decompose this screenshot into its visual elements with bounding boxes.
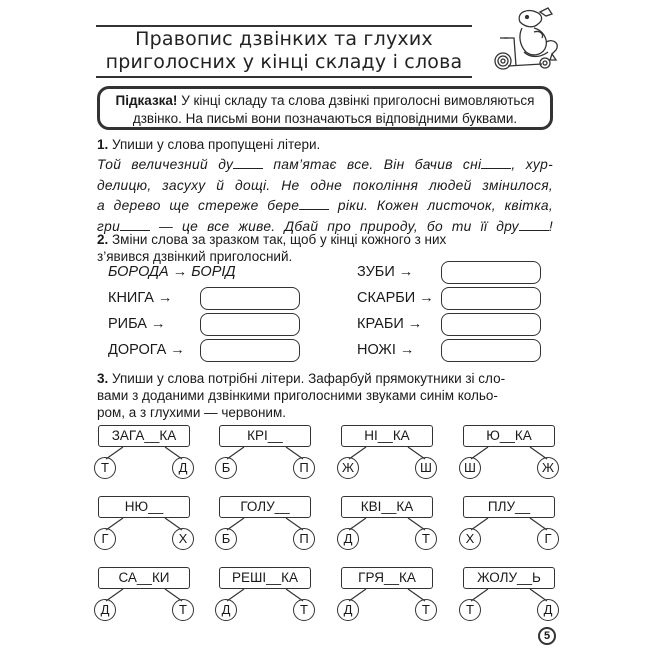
example-word: БОРОДА → БОРІД bbox=[108, 264, 236, 280]
answer-box[interactable] bbox=[200, 339, 300, 362]
story-line-3 bbox=[97, 196, 553, 217]
answer-box[interactable] bbox=[200, 287, 300, 310]
letter-option-right[interactable]: Т bbox=[172, 599, 194, 621]
letter-option-left[interactable]: Б bbox=[215, 457, 237, 479]
right-word-3: КРАБИ → bbox=[357, 316, 423, 332]
word-box[interactable]: РЕШІ__КА bbox=[219, 567, 311, 589]
story-text: — це все живе. Дбай про природу, бо ти її дру bbox=[150, 218, 519, 234]
word-box[interactable]: Ю__КА bbox=[463, 425, 555, 447]
letter-option-left[interactable]: Д bbox=[215, 599, 237, 621]
letter-option-right[interactable]: Т bbox=[415, 528, 437, 550]
hint-line2: дзвінко. На письмі вони позначаються відповідними буквами. bbox=[132, 111, 518, 126]
dragon-on-scooter-illustration bbox=[490, 2, 570, 72]
page-title-line2: приголосних у кінці складу і слова bbox=[105, 51, 463, 73]
left-word-1: КНИГА → bbox=[108, 290, 173, 306]
task1-instruction-text: Упиши у слова пропущені літери. bbox=[108, 137, 321, 152]
word-box[interactable]: НЮ__ bbox=[98, 496, 190, 518]
task2-instruction-text-1: Зміни слова за зразком так, щоб у кінці кожного з них bbox=[108, 232, 447, 247]
answer-box[interactable] bbox=[200, 313, 300, 336]
story-text: гри bbox=[97, 218, 121, 234]
right-word-1: ЗУБИ → bbox=[357, 264, 414, 280]
hint-box bbox=[97, 86, 553, 130]
left-word-3: ДОРОГА → bbox=[108, 342, 185, 358]
letter-option-right[interactable]: Д bbox=[537, 599, 559, 621]
blank-input[interactable] bbox=[519, 218, 549, 231]
word-box[interactable]: НІ__КА bbox=[341, 425, 433, 447]
letter-option-left[interactable]: Г bbox=[94, 528, 116, 550]
task2-instruction-line2: з’явився дзвінкий приголосний. bbox=[97, 249, 293, 264]
blank-input[interactable] bbox=[120, 218, 150, 231]
task3-instruction-line3: ром, а з глухими — червоним. bbox=[97, 405, 286, 420]
task1-story bbox=[97, 155, 553, 237]
word-box[interactable]: ГРЯ__КА bbox=[341, 567, 433, 589]
letter-option-right[interactable]: П bbox=[293, 528, 315, 550]
hint-text-1: У кінці складу та слова дзвінкі приголосні вимовляються bbox=[177, 93, 535, 108]
story-line-2 bbox=[97, 176, 553, 197]
blank-input[interactable] bbox=[481, 156, 511, 169]
word-box[interactable]: КВІ__КА bbox=[341, 496, 433, 518]
answer-box[interactable] bbox=[441, 313, 541, 336]
letter-option-left[interactable]: Д bbox=[337, 528, 359, 550]
story-text: делицю, засуху й дощі. Не одне покоління людей змінилося, bbox=[97, 177, 553, 193]
story-text: Той величезний ду bbox=[97, 157, 234, 172]
answer-box[interactable] bbox=[441, 287, 541, 310]
letter-option-right[interactable]: Ш bbox=[415, 457, 437, 479]
letter-option-right[interactable]: Т bbox=[415, 599, 437, 621]
letter-option-right[interactable]: Ж bbox=[537, 457, 559, 479]
letter-option-right[interactable]: П bbox=[293, 457, 315, 479]
left-word-2: РИБА → bbox=[108, 316, 166, 332]
answer-box[interactable] bbox=[441, 339, 541, 362]
letter-option-left[interactable]: Т bbox=[459, 599, 481, 621]
letter-option-left[interactable]: Б bbox=[215, 528, 237, 550]
word-box[interactable]: СА__КИ bbox=[98, 567, 190, 589]
task3-number: 3. bbox=[97, 371, 109, 386]
story-line-1 bbox=[97, 155, 553, 176]
letter-option-left[interactable]: Д bbox=[94, 599, 116, 621]
story-text: , хур- bbox=[511, 157, 553, 172]
story-text: ! bbox=[548, 218, 553, 234]
letter-option-left[interactable]: Т bbox=[94, 457, 116, 479]
page-number: 5 bbox=[538, 627, 556, 645]
right-word-4: НОЖІ → bbox=[357, 342, 415, 358]
hint-line1 bbox=[100, 92, 550, 110]
right-word-2: СКАРБИ → bbox=[357, 290, 434, 306]
blank-input[interactable] bbox=[233, 156, 263, 169]
story-text: пам’ятає все. Він бачив сні bbox=[263, 157, 482, 172]
title-bottom-rule bbox=[96, 76, 472, 78]
title-top-rule bbox=[96, 25, 472, 27]
task1-instruction bbox=[97, 135, 553, 155]
story-text: а дерево ще стереже бере bbox=[97, 198, 300, 213]
letter-option-left[interactable]: Ш bbox=[459, 457, 481, 479]
letter-option-left[interactable]: Ж bbox=[337, 457, 359, 479]
letter-option-right[interactable]: Д bbox=[172, 457, 194, 479]
word-box[interactable]: ГОЛУ__ bbox=[219, 496, 311, 518]
task2-number: 2. bbox=[97, 232, 109, 247]
task3-instruction-text-1: Упиши у слова потрібні літери. Зафарбуй прямокутники зі сло- bbox=[108, 371, 506, 386]
hint-label: Підказка! bbox=[115, 93, 178, 108]
page-title-line1: Правопис дзвінких та глухих bbox=[135, 28, 433, 50]
story-text: ріки. Кожен листочок, квітка, bbox=[329, 198, 553, 213]
letter-option-left[interactable]: Х bbox=[459, 528, 481, 550]
word-box[interactable]: ПЛУ__ bbox=[463, 496, 555, 518]
answer-box[interactable] bbox=[441, 261, 541, 284]
task3-instruction-line2: вами з доданими дзвінкими приголосними звуками синім кольо- bbox=[97, 388, 498, 403]
letter-option-right[interactable]: Х bbox=[172, 528, 194, 550]
word-box[interactable]: ЖОЛУ__Ь bbox=[463, 567, 555, 589]
word-box[interactable]: КРІ__ bbox=[219, 425, 311, 447]
letter-option-right[interactable]: Г bbox=[537, 528, 559, 550]
letter-option-left[interactable]: Д bbox=[337, 599, 359, 621]
blank-input[interactable] bbox=[299, 197, 329, 210]
letter-option-right[interactable]: Т bbox=[293, 599, 315, 621]
task1-number: 1. bbox=[97, 137, 109, 152]
word-box[interactable]: ЗАГА__КА bbox=[98, 425, 190, 447]
